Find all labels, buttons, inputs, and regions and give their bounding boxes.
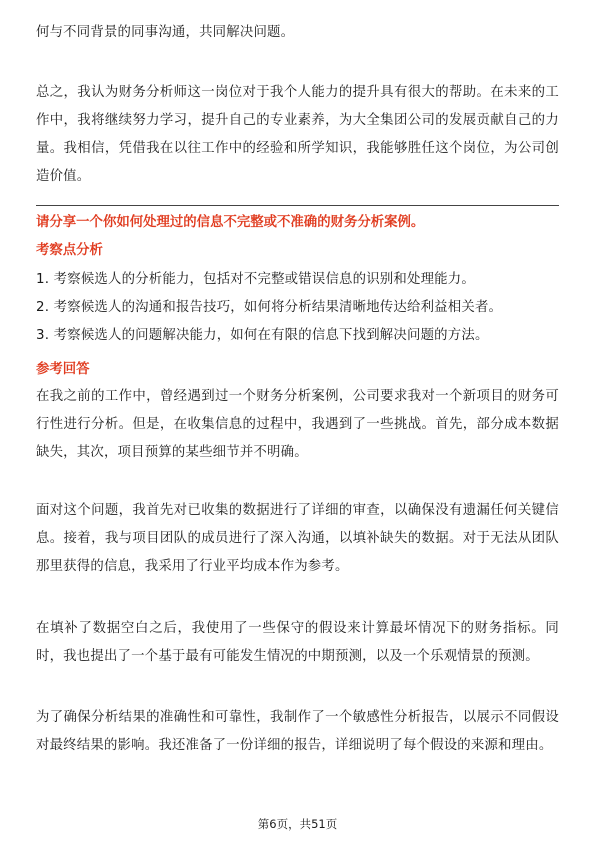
analysis-point: 1. 考察候选人的分析能力，包括对不完整或错误信息的识别和处理能力。	[36, 272, 475, 287]
page-number: 第6页，共51页	[257, 817, 338, 831]
answer-paragraph: 在我之前的工作中，曾经遇到过一个财务分析案例，公司要求我对一个新项目的财务可行性进行分析。但是，在收集信息的过程中，我遇到了一些挑战。首先，部分成本数据缺失，其次，项目预算的某些细节并不明确。	[36, 389, 559, 460]
section-divider	[36, 205, 559, 206]
answer-paragraph: 面对这个问题，我首先对已收集的数据进行了详细的审查，以确保没有遗漏任何关键信息。接着，我与项目团队的成员进行了深入沟通，以填补缺失的数据。对于无法从团队那里获得的信息，我采用了行业平均成本作为参考。	[36, 503, 559, 574]
analysis-heading: 考察点分析	[36, 243, 103, 258]
answer-heading: 参考回答	[36, 362, 90, 377]
analysis-point: 2. 考察候选人的沟通和报告技巧，如何将分析结果清晰地传达给利益相关者。	[36, 300, 503, 315]
analysis-point: 3. 考察候选人的问题解决能力，如何在有限的信息下找到解决问题的方法。	[36, 328, 489, 343]
top-paragraph: 何与不同背景的同事沟通，共同解决问题。	[36, 25, 295, 40]
answer-paragraph: 在填补了数据空白之后，我使用了一些保守的假设来计算最坏情况下的财务指标。同时，我也提出了一个基于最有可能发生情况的中期预测，以及一个乐观情景的预测。	[36, 621, 559, 664]
summary-paragraph: 总之，我认为财务分析师这一岗位对于我个人能力的提升具有很大的帮助。在未来的工作中，我将继续努力学习，提升自己的专业素养，为大全集团公司的发展贡献自己的力量。我相信，凭借我在以往工作中的经验和所学知识，我能够胜任这个岗位，为公司创造价值。	[36, 85, 559, 184]
analysis-points-list	[36, 266, 559, 350]
question-title: 请分享一个你如何处理过的信息不完整或不准确的财务分析案例。	[36, 215, 425, 230]
answer-paragraph: 为了确保分析结果的准确性和可靠性，我制作了一个敏感性分析报告，以展示不同假设对最终结果的影响。我还准备了一份详细的报告，详细说明了每个假设的来源和理由。	[36, 710, 559, 753]
